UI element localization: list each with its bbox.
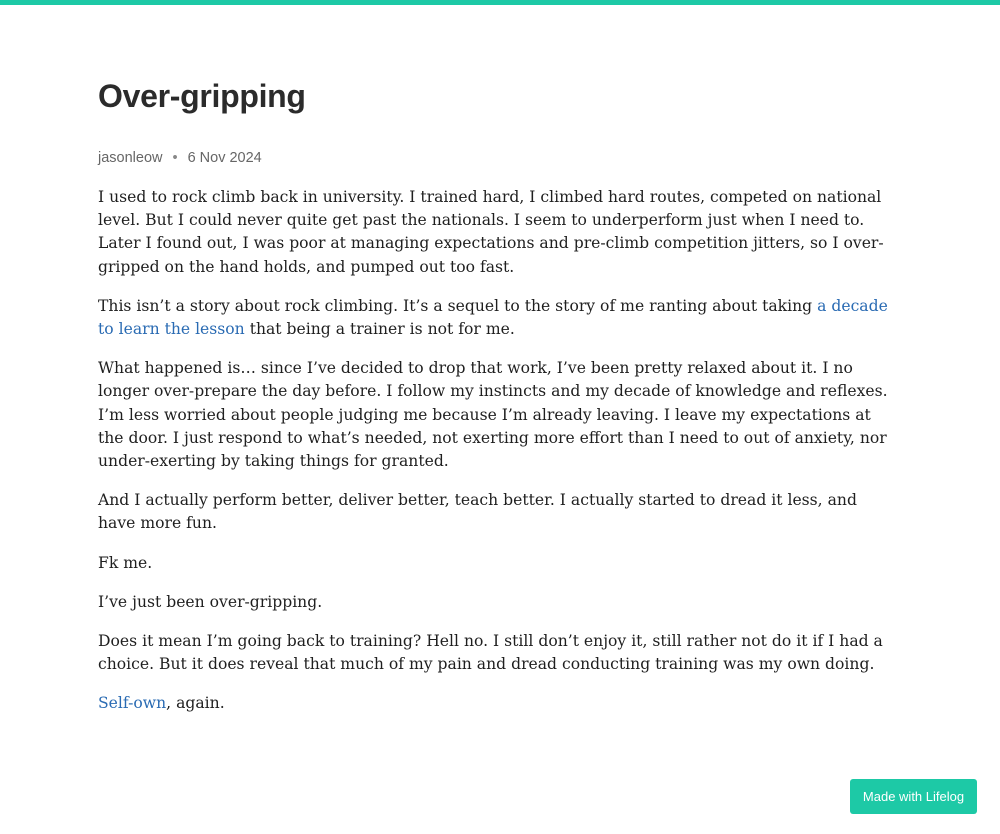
made-with-lifelog-button[interactable]: Made with Lifelog	[850, 779, 977, 814]
post-title: Over-gripping	[98, 78, 306, 114]
paragraph-2-text-after: that being a trainer is not for me.	[244, 320, 515, 339]
post-author: jasonleow	[98, 150, 163, 166]
paragraph-5: Fk me.	[98, 553, 153, 572]
meta-separator: •	[172, 150, 178, 166]
paragraph-6: I’ve just been over-gripping.	[98, 592, 323, 611]
decade-to-learn-link[interactable]: a decade to learn the lesson	[98, 296, 888, 339]
paragraph-8-text-after: , again.	[166, 694, 225, 713]
post-body	[98, 186, 898, 716]
paragraph-1: I used to rock climb back in university. I trained hard, I climbed hard routes, competed on national level. But I could never quite get past the nationals. I seem to underperform just when I need to. Later I found out, I was poor at managing expectations and pre-climb competition jitters, so I over-gripped on the hand holds, and pumped out too fast.	[98, 188, 884, 276]
self-own-link[interactable]: Self-own	[98, 694, 167, 713]
paragraph-2-text-before: This isn’t a story about rock climbing. It’s a sequel to the story of me ranting about taking	[98, 296, 818, 315]
paragraph-2	[98, 295, 898, 341]
post-meta	[98, 148, 898, 168]
post-article	[98, 72, 898, 732]
paragraph-7: Does it mean I’m going back to training? Hell no. I still don’t enjoy it, still rather not do it if I had a choice. But it does reveal that much of my pain and dread conducting training was my own doing.	[98, 632, 883, 674]
paragraph-3: What happened is… since I’ve decided to drop that work, I’ve been pretty relaxed about it. I no longer over-prepare the day before. I follow my instincts and my decade of knowledge and reflexes. I’m less worried about people judging me because I’m already leaving. I leave my expectations at the door. I just respond to what’s needed, not exerting more effort than I need to out of anxiety, nor under-exerting by taking things for granted.	[98, 359, 888, 471]
paragraph-8	[98, 692, 898, 715]
post-date: 6 Nov 2024	[187, 150, 262, 166]
paragraph-4: And I actually perform better, deliver better, teach better. I actually started to dread it less, and have more fun.	[98, 491, 857, 533]
top-accent-bar	[0, 0, 1000, 5]
